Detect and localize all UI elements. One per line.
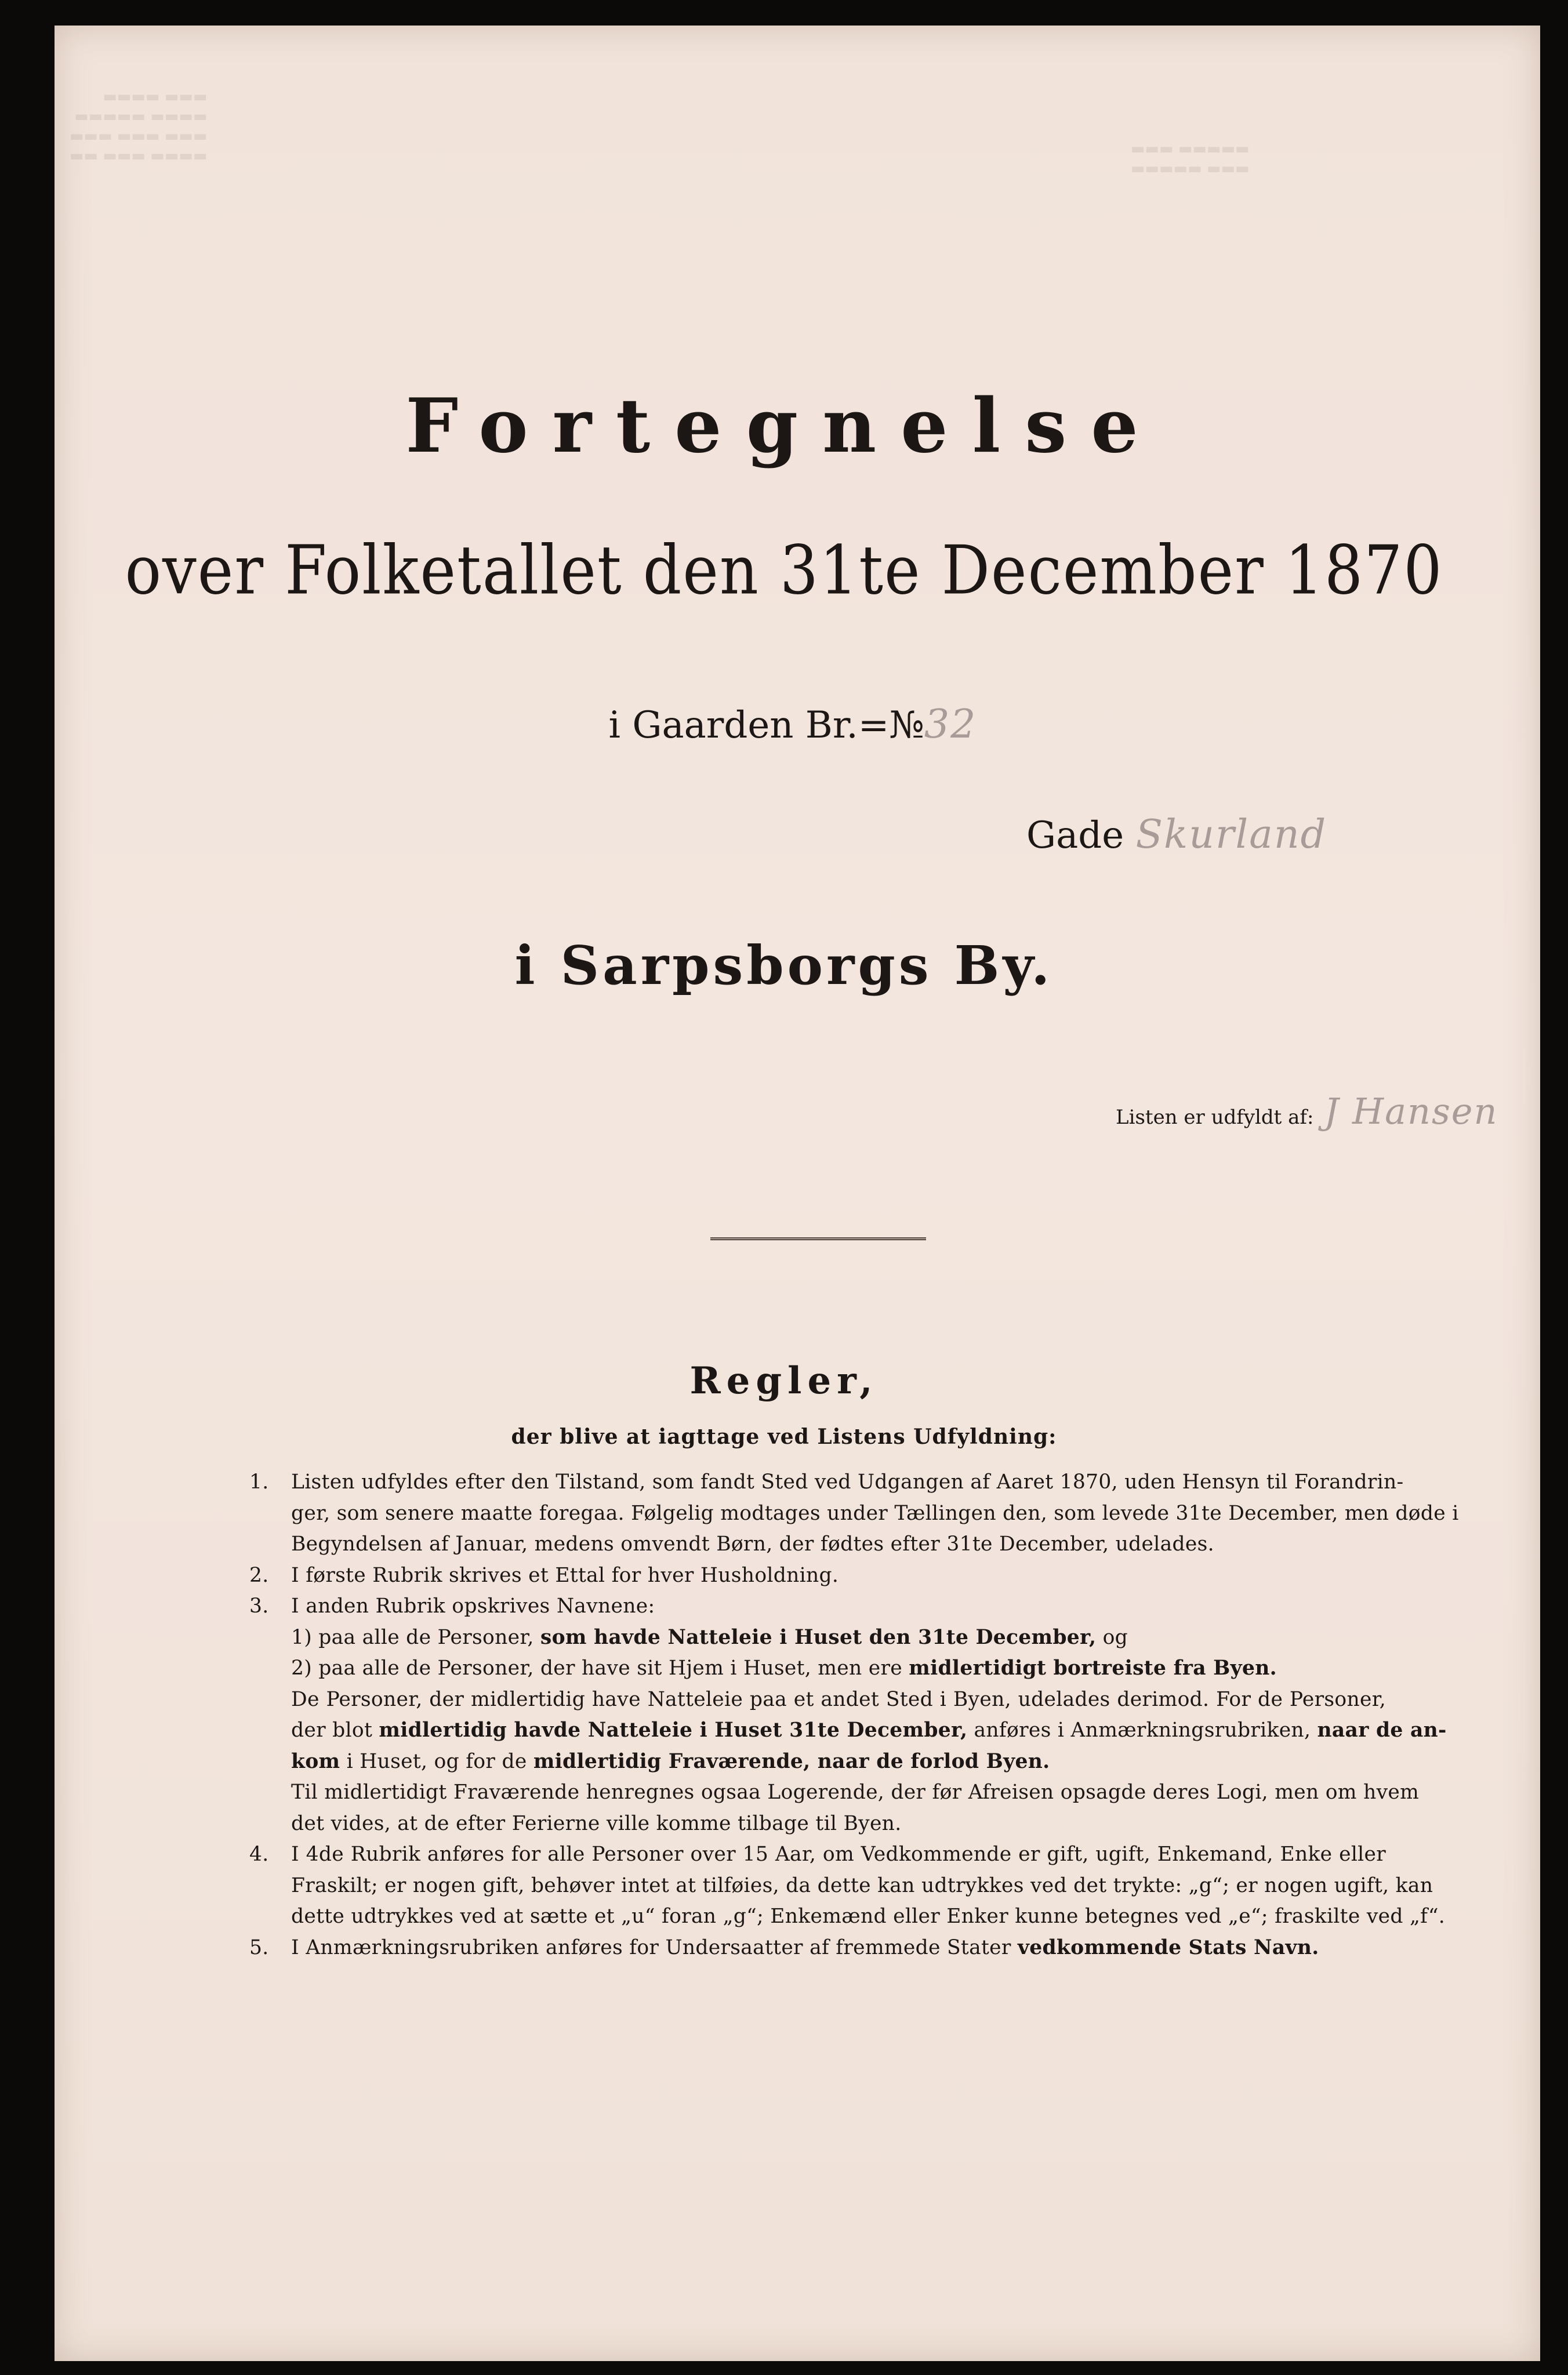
rule-line bbox=[249, 1933, 1386, 1964]
rule-line bbox=[249, 1653, 1386, 1684]
rule-text-bold: naar de an- bbox=[1317, 1719, 1447, 1742]
rule-text: 1) paa alle de Personer, bbox=[291, 1625, 540, 1649]
rule-text: Til midlertidigt Fraværende henregnes ogsaa Logerende, der før Afreisen opsagde deres Logi, men om hvem bbox=[291, 1781, 1420, 1804]
rule-line bbox=[249, 1746, 1386, 1778]
rule-text: det vides, at de efter Ferierne ville komme tilbage til Byen. bbox=[291, 1811, 902, 1835]
page-subtitle: over Folketallet den 31te December 1870 bbox=[125, 530, 1443, 610]
rule-text: dette udtrykkes ved at sætte et „u“ foran „g“; Enkemænd eller Enker kunne betegnes ved „e“; fraskilte ved „f“. bbox=[291, 1905, 1446, 1928]
rule-line bbox=[249, 1809, 1386, 1840]
rule-number: 4. bbox=[249, 1843, 269, 1866]
gade-label: Gade bbox=[1026, 814, 1124, 857]
rule-line bbox=[249, 1622, 1386, 1654]
rule-line bbox=[249, 1901, 1446, 1933]
rules-subheading: der blive at iagttage ved Listens Udfyldning: bbox=[511, 1425, 1057, 1449]
rule-line bbox=[249, 1777, 1420, 1809]
rule-number: 2. bbox=[249, 1563, 269, 1587]
rule-line bbox=[249, 1498, 1459, 1530]
rules-heading: Regler, bbox=[689, 1359, 879, 1403]
gaard-label: i Gaarden Br.=№ bbox=[608, 704, 924, 747]
rule-line bbox=[249, 1529, 1386, 1560]
listen-line bbox=[1116, 1090, 1498, 1132]
rule-text-bold: midlertidigt bortreiste fra Byen. bbox=[909, 1657, 1277, 1680]
gaard-number: 32 bbox=[924, 702, 977, 747]
document-page bbox=[55, 26, 1540, 2361]
rule-line bbox=[249, 1839, 1386, 1871]
show-through-text: ▬▬▬ ▬▬▬▬ ▬▬▬▬ ▬▬▬▬▬ ▬▬▬ ▬▬▬ ▬▬▬ ▬▬▬▬ ▬▬▬ ▬▬ bbox=[70, 88, 208, 165]
listen-signature: J Hansen bbox=[1324, 1090, 1498, 1132]
gaard-line bbox=[0, 702, 1568, 749]
rule-text: I Anmærkningsrubriken anføres for Undersaatter af fremmede Stater bbox=[291, 1935, 1018, 1959]
rule-line bbox=[249, 1560, 1386, 1592]
rule-text: I 4de Rubrik anføres for alle Personer over 15 Aar, om Vedkommende er gift, ugift, Enkemand, Enke eller bbox=[291, 1843, 1386, 1866]
rule-text-bold: kom bbox=[291, 1749, 340, 1773]
rule-text: i Huset, og for de bbox=[340, 1749, 533, 1773]
rule-text: Begyndelsen af Januar, medens omvendt Børn, der fødtes efter 31te December, udelades. bbox=[291, 1533, 1214, 1556]
rule-line bbox=[249, 1871, 1433, 1902]
rule-text: De Personer, der midlertidig have Natteleie paa et andet Sted i Byen, udelades derimod. For de Personer, bbox=[291, 1687, 1386, 1711]
rule-text: og bbox=[1096, 1625, 1128, 1649]
show-through-text: ▬▬▬▬▬ ▬▬▬ ▬▬▬ ▬▬▬▬▬ bbox=[1131, 140, 1250, 177]
rule-number: 3. bbox=[249, 1595, 269, 1618]
rule-text: Listen udfyldes efter den Tilstand, som fandt Sted ved Udgangen af Aaret 1870, uden Hensyn til Forandrin- bbox=[291, 1470, 1404, 1494]
rule-text: der blot bbox=[291, 1719, 379, 1742]
gade-line bbox=[1026, 812, 1327, 859]
rule-text: anføres i Anmærkningsrubriken, bbox=[967, 1719, 1317, 1742]
rule-text-bold: midlertidig havde Natteleie i Huset 31te December, bbox=[379, 1719, 968, 1742]
rule-line bbox=[249, 1715, 1447, 1746]
rules-list bbox=[249, 1467, 1459, 1963]
listen-label: Listen er udfyldt af: bbox=[1116, 1106, 1314, 1129]
rule-text: 2) paa alle de Personer, der have sit Hjem i Huset, men ere bbox=[291, 1657, 909, 1680]
rule-line bbox=[249, 1467, 1404, 1498]
rule-text: Fraskilt; er nogen gift, behøver intet at tilføies, da dette kan udtrykkes ved det trykte: „g“; er nogen ugift, kan bbox=[291, 1873, 1433, 1897]
gade-name: Skurland bbox=[1135, 812, 1327, 858]
rule-text-bold: som havde Natteleie i Huset den 31te December, bbox=[540, 1625, 1097, 1649]
city-heading: i Sarpsborgs By. bbox=[514, 934, 1054, 997]
rule-text: I første Rubrik skrives et Ettal for hver Husholdning. bbox=[291, 1563, 839, 1587]
rule-number: 1. bbox=[249, 1470, 269, 1494]
page-title: Fortegnelse bbox=[405, 383, 1163, 470]
rule-text-bold: vedkommende Stats Navn. bbox=[1017, 1935, 1319, 1959]
rule-line bbox=[249, 1684, 1386, 1716]
rule-line bbox=[249, 1591, 1386, 1622]
rule-text: ger, som senere maatte foregaa. Følgelig modtages under Tællingen den, som levede 31te December, men døde i bbox=[291, 1501, 1459, 1525]
rule-text-bold: midlertidig Fraværende, naar de forlod Byen. bbox=[533, 1749, 1050, 1773]
divider bbox=[710, 1237, 926, 1240]
rule-number: 5. bbox=[249, 1935, 269, 1959]
rule-text: I anden Rubrik opskrives Navnene: bbox=[291, 1595, 655, 1618]
